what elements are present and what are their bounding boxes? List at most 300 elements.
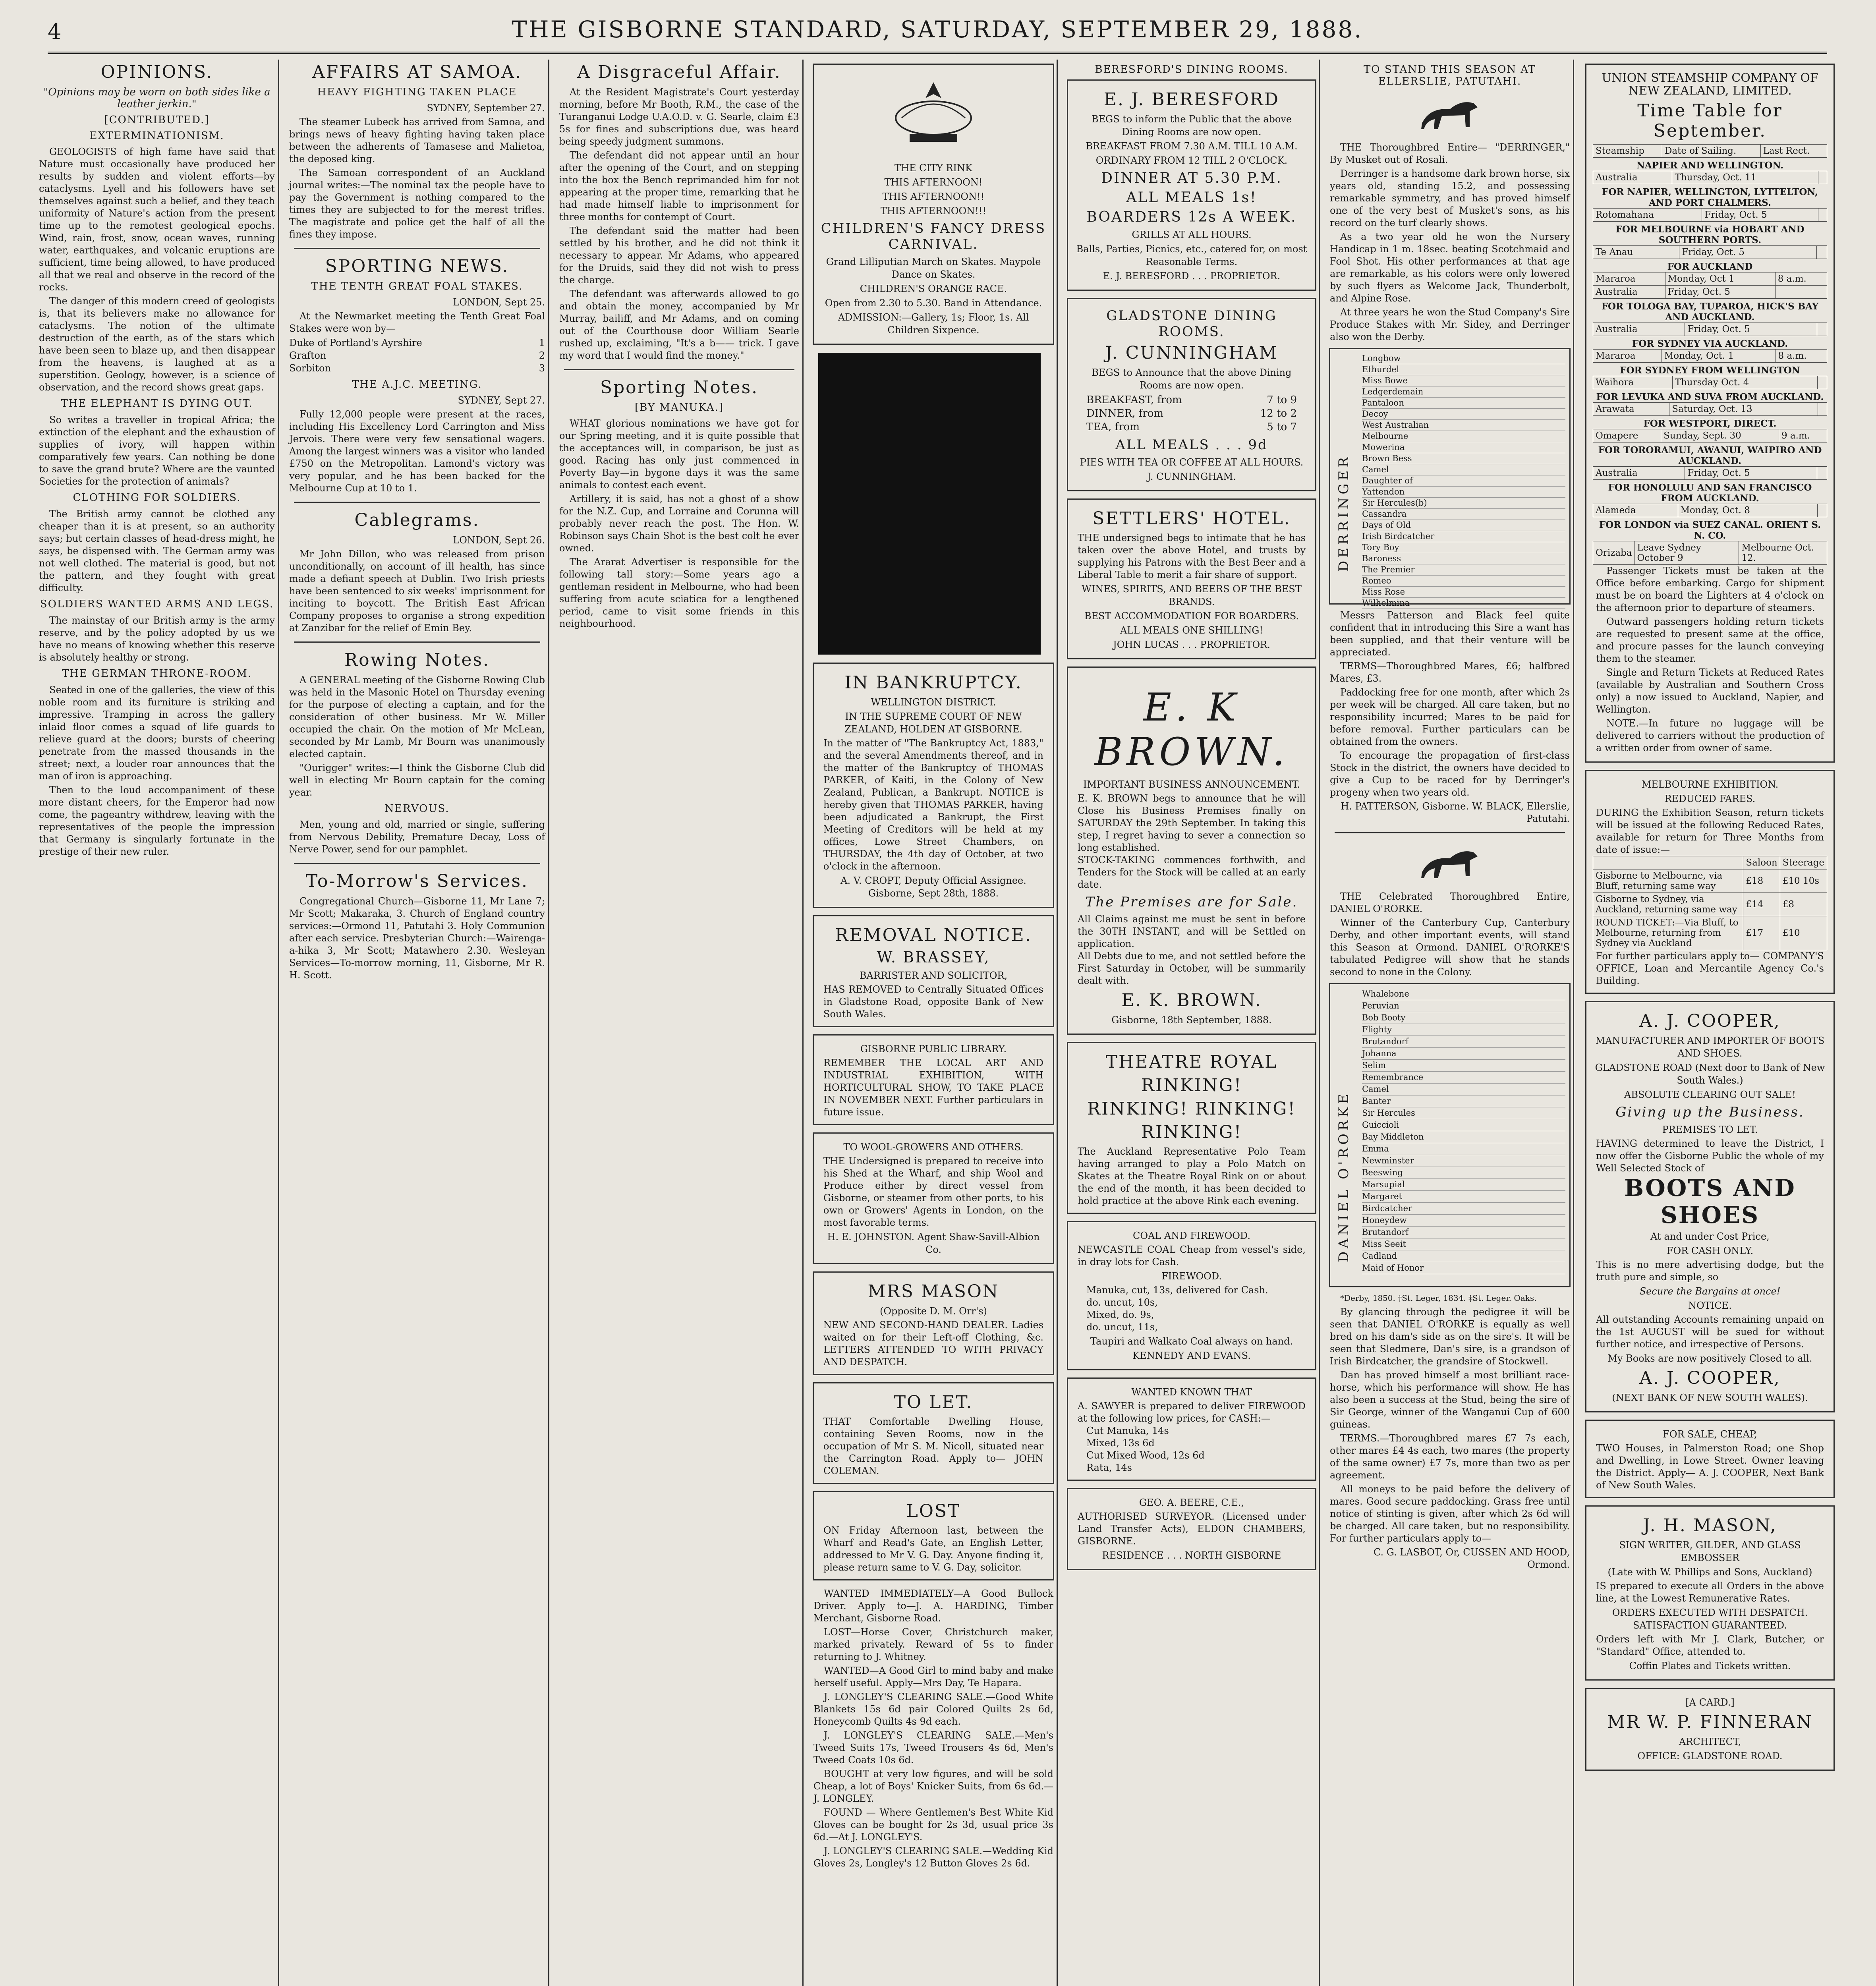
orourke-sign: C. G. LASBOT, Or, CUSSEN AND HOOD, Ormond. [1373,1547,1570,1570]
list-item: Cut Mixed Wood, 12s 6d [1086,1450,1205,1461]
gladstone-heading: GLADSTONE DINING ROOMS. [1106,308,1277,340]
sailing-time: 8 a.m. [1776,350,1827,363]
sailing-time: 8 a.m. [1775,272,1827,286]
wanted-girl-ad: WANTED—A Good Girl to mind baby and make herself useful. Apply—Mrs Day, Te Hapara. [813,1665,1053,1688]
card-label: [A CARD.] [1685,1697,1735,1708]
settlers-sign: JOHN LUCAS . . . PROPRIETOR. [1113,639,1270,650]
route-destination: FOR SYDNEY FROM WELLINGTON [1620,365,1800,376]
paragraph: "Ourigger" writes:—I think the Gisborne Club did well in electing Mr Bourn captain for the coming year. [289,762,545,798]
ordinary-line: ORDINARY FROM 12 TILL 2 O'CLOCK. [1095,155,1288,166]
debts: All Debts due to me, and not settled before the First Saturday in October, will be summarily dealt with. [1078,950,1306,986]
forsale-ad [1585,1420,1835,1498]
finneran-ad [1585,1688,1835,1771]
afternoon-line: THIS AFTERNOON!! [882,191,985,202]
orourke-label: DANIEL O'RORKE [1336,1091,1352,1262]
pedigree-entry: Tory Boy [1362,542,1565,553]
sailing-time: 9 a.m. [1779,429,1827,442]
sailing-time [1818,403,1827,416]
samoa-heading: AFFAIRS AT SAMOA. [312,62,522,82]
table-row [1593,467,1827,480]
hours-meal: DINNER, from [1086,408,1164,419]
cunningham-name: J. CUNNINGHAM [1105,343,1278,363]
paragraph: At the Resident Magistrate's Court yesterday morning, before Mr Booth, R.M., the case of the Turanganui Lodge U.A.O.D. v. G. Searle, claim £3 5s for fines and subscriptions due, was heard being speedy judgment summons. [559,87,799,147]
mason-body: NEW AND SECOND-HAND DEALER. Ladies waited on for their Left-off Clothing, &c. LETTERS ATTENDED TO WITH PRIVACY AND DESPATCH. [823,1319,1043,1368]
pedigree-entry: Whalebone [1362,988,1565,1000]
sailing-time: Melbourne Oct. 12. [1739,541,1827,565]
paragraph: Then to the loud accompaniment of these more distant cheers, for the Emperor had now come, the pageantry withdrew, leaving with the representatives of the people the impression that Germany is singularly fortunate in the prestige of their new ruler. [39,784,275,857]
paragraph: NOTE.—In future no luggage will be delivered to carriers without the production of a written order from owner of same. [1596,718,1824,753]
ship-name: Waihora [1593,376,1673,389]
route-destination: FOR LONDON via SUEZ CANAL. ORIENT S. N. CO. [1599,520,1821,541]
pedigree-entry: Miss Seeit [1362,1238,1565,1250]
hours-line: Open from 2.30 to 5.30. Band in Attendance. [825,298,1042,309]
mason-note: (Late with W. Phillips and Sons, Auckland) [1607,1567,1812,1578]
mason-orders: ORDERS EXECUTED WITH DESPATCH. SATISFACTION GUARANTEED. [1612,1607,1808,1631]
sailing-date: Friday, Oct. 5 [1685,467,1817,480]
table-row [1593,869,1827,893]
sailing-date: Friday, Oct. 5 [1702,209,1818,222]
rowing-heading: Rowing Notes. [344,650,490,670]
coffin-line: Coffin Plates and Tickets written. [1629,1660,1791,1671]
fares-table [1593,856,1827,950]
paragraph: WHAT glorious nominations we have got for our Spring meeting, and it is quite possible that the acceptances will, in comparison, be just as good. Racing has only just commenced in Poverty Bay—in bygone days it was the same animals to contest each event. [559,418,799,491]
col-header: Date of Sailing. [1662,145,1760,158]
beresford-name: E. J. BERESFORD [1103,89,1280,110]
tolet-heading: TO LET. [894,1392,973,1412]
pedigree-entry: Daughter of [1362,475,1565,487]
route-table [1593,171,1827,184]
route-table [1593,402,1827,416]
pedigree-entry: Wilhelmina [1362,598,1565,609]
route-destination: FOR LEVUKA AND SUVA FROM AUCKLAND. [1596,392,1824,402]
foal-stakes-subheading: THE TENTH GREAT FOAL STAKES. [311,280,523,292]
pedigree-entry: Cassandra [1362,509,1565,520]
coal-heading: COAL AND FIREWOOD. [1133,1230,1250,1241]
pedigree-entry: Flighty [1362,1024,1565,1036]
hours-list [1074,393,1309,434]
giving-up-line: Giving up the Business. [1615,1104,1805,1120]
sailing-date: Saturday, Oct. 13 [1669,403,1818,416]
cooper-heading: A. J. COOPER, [1639,1011,1781,1031]
pedigree-entry: Brown Bess [1362,453,1565,464]
beresford-heading: BERESFORD'S DINING ROOMS. [1095,64,1289,75]
pedigree-entry: Marsupial [1362,1179,1565,1191]
sailing-date: Friday, Oct. 5 [1665,286,1775,299]
sailing-date: Thursday Oct. 4 [1672,376,1818,389]
paragraph: The danger of this modern creed of geologists is, that its believers make no allowance for cataclysms. The notion of the ultimate destruction of the earth, as of the stars which have been seen to blaze up, and then disappear from the heavens, is laughed at as a superstition. Geology, however, is a science of observation, and the record shows great gaps. [39,296,275,393]
paragraph: Outward passengers holding return tickets are requested to present same at the office, and procure passes for the launch conveying them to the steamer. [1596,616,1824,664]
table-row [1593,893,1827,916]
paragraph: By glancing through the pedigree it will be seen that DANIEL O'RORKE is equally as well bred on his dam's side as on the sire's. It will be seen that Sledmere, Dan's sire, is a grandson of Irish Birdcatcher, the grandsire of Stockwell. [1330,1306,1570,1367]
route-table [1593,541,1827,565]
cost-line: At and under Cost Price, [1650,1231,1770,1242]
paragraph: The Ararat Advertiser is responsible for the following tall story:—Some years ago a gentleman resident in Melbourne, who had been suffering from acute sciatica for a lengthened period, came to visit some friends in this neighbourhood. [559,556,799,629]
pedigree-entry: Irish Birdcatcher [1362,531,1565,542]
table-row [1593,323,1827,336]
pedigree-entry: Birdcatcher [1362,1203,1565,1215]
longley-ad: J. LONGLEY'S CLEARING SALE.—Good White Blankets 15s 6d pair Colored Quilts 2s 6d, Honeycomb Quilts 4s 9d each. [813,1691,1053,1727]
route-destination: FOR SYDNEY VIA AUCKLAND. [1632,338,1788,349]
paragraph: A GENERAL meeting of the Gisborne Rowing Club was held in the Masonic Hotel on Thursday evening for the purpose of electing a captain, and for the consideration of other business. Mr W. Miller occupied the chair. On the motion of Mr McLean, seconded by Mr Lamb, Mr Bourn was unanimously elected captain. [289,674,545,759]
col-header: Last Rect. [1760,145,1827,158]
ship-name: Mararoa [1593,272,1665,286]
longley-ad: J. LONGLEY'S CLEARING SALE.—Wedding Kid Gloves 2s, Longley's 12 Button Gloves 2s 6d. [813,1845,1053,1869]
timetable-heading: Time Table for September. [1637,100,1783,141]
paragraph: GEOLOGISTS of high fame have said that Nature must occasionally have produced her results by sudden and violent efforts—by cataclysms. Lyell and his followers have set themselves against such a belief, and they teach uniformity of Nature's action from the present time up to the remotest geological epochs. Wind, rain, frost, snow, ocean waves, running water, earthquakes, and volcanic eruptions are sufficient, time being allowed, to have produced all that we real and observe in the record of the rocks. [39,146,275,293]
rink-name: THE CITY RINK [895,162,972,174]
sailing-date: Leave Sydney October 9 [1634,541,1739,565]
table-row [1593,171,1827,184]
advert-line: This is no mere advertising dodge, but the truth pure and simple, so [1596,1259,1824,1283]
beere-name: GEO. A. BEERE, C.E., [1139,1497,1244,1508]
orourke-names [1362,988,1565,1274]
cunningham-sign: J. CUNNINGHAM. [1147,471,1236,482]
list-item: Mixed, 13s 6d [1086,1437,1155,1449]
throne-room-subheading: THE GERMAN THRONE-ROOM. [62,668,252,680]
pedigree-entry: Sir Hercules(b) [1362,498,1565,509]
ajc-body [286,394,548,495]
sporting-byline: [BY MANUKA.] [635,402,724,413]
paragraph: Fully 12,000 people were present at the races, including His Excellency Lord Carrington and Miss Jervois. There were very few sensational wagers. Among the largest winners was a visitor who landed £750 on the Metropolitan. Lamond's victory was very popular, and he has been backed for the Melbourne Cup at 10 to 1. [289,409,545,494]
sailing-time [1775,286,1827,299]
wool-ad [813,1132,1054,1264]
mason-signwriter-ad [1585,1505,1835,1681]
pedigree-entry: Ledgerdemain [1362,386,1565,398]
disgraceful-heading: A Disgraceful Affair. [577,62,781,82]
column-shipping [1583,60,1837,1986]
paragraph: Single and Return Tickets at Reduced Rates (available by Australian and Southern Cross only) a now issued to Auckland, Napier, and Wellington. [1596,667,1824,715]
paragraph: So writes a traveller in tropical Africa; the extinction of the elephant and the exhaustion of supplies of ivory, will happen within comparatively few years. Can nothing be done to save the grand brute? Where are the vaunted Societies for the protection of animals? [39,414,275,487]
column-samoa [286,60,549,1986]
result-name: Grafton [289,350,327,361]
paragraph: The mainstay of our British army is the army reserve, and by the policy adopted by us we have no means of knowing whether this reserve is absolutely healthy or strong. [39,615,275,663]
pedigree-entry: Margaret [1362,1191,1565,1203]
column-disgraceful [556,60,804,1986]
beresford-sign: E. J. BERESFORD . . . PROPRIETOR. [1103,270,1281,282]
tolet-body: THAT Comfortable Dwelling House, containing Seven Rooms, now in the occupation of Mr S. M. Nicoll, situated near the Carrington Road. Apply to— JOHN COLEMAN. [823,1416,1043,1476]
pedigree-entry: Mowerina [1362,442,1565,453]
result-name: Sorbiton [289,363,331,374]
paragraph: Seated in one of the galleries, the view of this noble room and its furniture is striking and impressive. Tramping in across the gallery inlaid floor comes a squad of life guards to relieve guard at the doors; bursts of cheering penetrate from the massed thousands in the street; next, a louder roar announces that the man of iron is approaching. [39,684,275,782]
ship-name: Australia [1593,171,1672,184]
coal-ad [1067,1221,1316,1370]
pedigree-entry: Remembrance [1362,1072,1565,1084]
paragraph: The defendant said the matter had been settled by his brother, and he did not think it necessary to appear. Mr Adams, who appeared for the Druids, said they did not wish to press the charge. [559,225,799,286]
settlers-meals: ALL MEALS ONE SHILLING! [1120,625,1264,636]
orourke-intro [1327,891,1573,978]
classified-block [810,1588,1057,1870]
table-row [1593,504,1827,517]
paragraph: To encourage the propagation of first-class Stock in the district, the owners have decided to give a Cup to be raced for by Derringer's progeny when two years old. [1330,750,1570,798]
route-table [1593,272,1827,299]
column-dining [1065,60,1320,1986]
fare-steerage: £10 [1780,916,1827,950]
usc-name: UNION STEAMSHIP COMPANY OF NEW ZEALAND, LIMITED. [1602,71,1818,98]
result-place: 2 [539,350,545,361]
removal-ad [813,915,1054,1027]
list-item: do. uncut, 11s, [1086,1321,1158,1333]
cablegrams-heading: Cablegrams. [354,510,480,530]
cooper-ad [1585,1001,1835,1412]
list-item: Mixed, do. 9s, [1086,1309,1154,1320]
hours-row [1074,407,1309,420]
settlers-wines: WINES, SPIRITS, AND BEERS OF THE BEST BRANDS. [1082,583,1302,607]
beere-ad [1067,1488,1316,1570]
derringer-terms [1327,609,1573,825]
route-destination: FOR MELBOURNE via HOBART AND SOUTHERN PORTS. [1615,224,1805,245]
pedigree-entry: Days of Old [1362,520,1565,531]
pedigree-entry: Baroness [1362,553,1565,564]
stud-heading: TO STAND THIS SEASON AT ELLERSLIE, PATUTAHI. [1363,64,1536,87]
bankruptcy-heading: IN BANKRUPTCY. [844,672,1022,693]
bankruptcy-ad [813,663,1054,908]
afternoon-line: THIS AFTERNOON!!! [880,205,987,216]
samoa-subheading: HEAVY FIGHTING TAKEN PLACE [317,86,517,98]
admission-line: ADMISSION:—Gallery, 1s; Floor, 1s. All Children Sixpence. [838,312,1029,336]
pedigree-entry: Banter [1362,1095,1565,1107]
samoa-body [286,102,548,241]
list-item: Rata, 14s [1086,1462,1132,1473]
pedigree-entry: Camel [1362,1084,1565,1095]
result-place: 3 [539,363,545,374]
orourke-body [1327,1292,1573,1571]
sailing-time [1817,467,1827,480]
fares-route-header [1593,856,1743,869]
mason-sub: (Opposite D. M. Orr's) [879,1306,987,1317]
pedigree-entry: Cadland [1362,1250,1565,1262]
paragraph: Messrs Patterson and Black feel quite confident that in introducing this Sire a want has been supplied, and that their venture will be appreciated. [1330,610,1570,658]
paragraph: The steamer Lubeck has arrived from Samoa, and brings news of heavy fighting having taken place between the adherents of Tamasese and Malietoa, the deposed king. [289,116,545,164]
pedigree-entry: Miss Rose [1362,587,1565,598]
fares-note: For further particulars apply to— COMPANY'S OFFICE, Loan and Mercantile Agency Co.'s Building. [1596,950,1824,986]
paragraph: Derringer is a handsome dark brown horse, six years old, standing 15.2, and possessing remarkable symmetry, and has proved himself one of the very best of Musket's sons, as his record on the turf clearly shows. [1330,168,1570,228]
contributed-label: [CONTRIBUTED.] [104,114,210,126]
pedigree-entry: Brutandorf [1362,1036,1565,1048]
wanted-known: WANTED KNOWN THAT [1131,1387,1252,1398]
results-list [289,336,545,375]
pedigree-entry: The Premier [1362,564,1565,576]
services-body [286,895,548,981]
paragraph: Men, young and old, married or single, suffering from Nervous Debility, Premature Decay, Loss of Nerve Power, send for our pamphlet. [289,819,545,855]
settlers-body: THE undersigned begs to intimate that he has taken over the above Hotel, and trusts by supplying his Patrons with the Best Beer and a Liberal Table to merit a fair share of support. [1078,532,1306,580]
fare-route: Gisborne to Melbourne, via Bluff, returning same way [1593,869,1743,893]
route-table [1593,208,1827,222]
table-row [1593,246,1827,259]
exhibition-ad [1585,770,1835,994]
usc-ad [1585,64,1835,763]
sailing-date: Sunday, Sept. 30 [1661,429,1779,442]
pedigree-entry: Yattendon [1362,487,1565,498]
coal-body: NEWCASTLE COAL Cheap from vessel's side, in dray lots for Cash. [1078,1244,1306,1267]
col-header: Steerage [1780,856,1827,869]
divider [294,502,540,503]
beere-body: AUTHORISED SURVEYOR. (Licensed under Land Transfer Acts), ELDON CHAMBERS, GISBORNE. [1078,1511,1306,1547]
route-destination: FOR HONOLULU AND SAN FRANCISCO FROM AUCKLAND. [1608,482,1812,504]
sailing-date: Monday, Oct. 1 [1662,350,1776,363]
longley-ad: J. LONGLEY'S CLEARING SALE.—Men's Tweed Suits 17s, Tweed Trousers 4s 6d, Men's Tweed Coats 10s 6d. [813,1730,1053,1766]
table-row [1593,286,1827,299]
paragraph: THE Thoroughbred Entire— "DERRINGER," By Musket out of Rosali. [1330,142,1570,165]
route-destination: FOR AUCKLAND [1667,261,1753,272]
route-table [1593,466,1827,480]
pedigree-entry: Longbow [1362,353,1565,364]
mason-body: IS prepared to execute all Orders in the above line, at the Lowest Remunerative Rates. [1596,1580,1824,1604]
dinner-line: DINNER AT 5.30 P.M. [1101,170,1282,186]
column-rink [810,60,1058,1986]
paragraph: The Samoan correspondent of an Auckland journal writes:—The nominal tax the people have to pay the Government is nothing compared to the times they are subjected to for the merest trifles. The magistrate and police get the half of all the fines they impose. [289,167,545,240]
hours-row [1074,420,1309,434]
notice-heading: NOTICE. [1688,1300,1732,1311]
opinions-motto: "Opinions may be worn on both sides like a leather jerkin." [43,86,270,110]
bought-ad: BOUGHT at very low figures, and will be sold Cheap, a lot of Boys' Knicker Suits, from 6s 6d.—J. LONGLEY. [813,1768,1053,1804]
lost-heading: LOST [906,1501,961,1521]
wanted-ad: WANTED IMMEDIATELY—A Good Bullock Driver. Apply to—J. A. HARDING, Timber Merchant, Gisborne Road. [813,1588,1053,1624]
forsale-heading: FOR SALE, CHEAP, [1663,1429,1757,1440]
nervous-heading: NERVOUS. [384,803,450,815]
col-header: Saloon [1743,856,1780,869]
exterminationism-subheading: EXTERMINATIONISM. [89,130,224,142]
finneran-addr: OFFICE: GLADSTONE ROAD. [1637,1750,1783,1762]
pedigree-entry: Bob Booty [1362,1012,1565,1024]
blacked-out-area [818,353,1041,655]
cunningham-intro: BEGS to Announce that the above Dining Rooms are now open. [1092,367,1292,391]
theatre-heading: THEATRE ROYAL [1105,1052,1278,1072]
ship-name: Arawata [1593,403,1669,416]
fare-route: ROUND TICKET:—Via Bluff, to Melbourne, returning from Sydney via Auckland [1593,916,1743,950]
sailing-time [1818,209,1827,222]
pedigree-entry: Sir Hercules [1362,1107,1565,1119]
route-table [1593,504,1827,517]
route-table [1593,376,1827,389]
pedigree-entry: Decoy [1362,409,1565,420]
fare-saloon: £18 [1743,869,1780,893]
rinking-line: RINKING! RINKING! [1087,1099,1296,1119]
brassey-title: BARRISTER AND SOLICITOR, [859,970,1008,981]
tolet-ad [813,1382,1054,1484]
table-row [1593,916,1827,950]
sporting-news-body [286,296,548,375]
beere-residence: RESIDENCE . . . NORTH GISBORNE [1102,1550,1281,1561]
rinking-line: RINKING! [1141,1122,1242,1142]
wool-body: THE Undersigned is prepared to receive into his Shed at the Wharf, and ship Wool and Produce either by direct vessel from Gisborne, or steamer from other ports, to his own or Growers' Agents in London, on the most favorable terms. [823,1155,1043,1228]
timetable-header [1593,144,1827,158]
route-destination: NAPIER AND WELLINGTON. [1636,160,1784,171]
lost-ad [813,1491,1054,1580]
books-line: My Books are now positively Closed to all. [1607,1353,1812,1364]
dateline: LONDON, Sept 26. [453,535,545,546]
result-row [289,362,545,375]
table-row [1593,429,1827,442]
pedigree-entry: Emma [1362,1143,1565,1155]
firewood-list [1074,1284,1309,1333]
elephant-subheading: THE ELEPHANT IS DYING OUT. [61,398,253,410]
derringer-pedigree-table [1329,348,1571,608]
list-item: Manuka, cut, 13s, delivered for Cash. [1086,1285,1268,1296]
paragraph: Passenger Tickets must be taken at the Office before embarking. Cargo for shipment must be on board the Lighters at 4 o'clock on the afternoon prior to departure of steamers. [1596,565,1824,613]
paragraph: THE Celebrated Thoroughbred Entire, DANIEL O'RORKE. [1330,891,1570,914]
masthead [48,16,1827,54]
divider [1335,832,1565,833]
finneran-title: ARCHITECT, [1679,1736,1741,1747]
found-ad: FOUND — Where Gentlemen's Best White Kid Gloves can be bought for 2s 3d, usual price 3s 6d.—At J. LONGLEY'S. [813,1807,1053,1843]
result-row [289,336,545,349]
hours-meal: BREAKFAST, from [1086,394,1182,406]
removal-heading: REMOVAL NOTICE. [835,925,1032,945]
mason-heading: J. H. MASON, [1643,1515,1777,1536]
sailing-date: Monday, Oct 1 [1665,272,1775,286]
cooper-sign: A. J. COOPER, [1639,1368,1781,1388]
pedigree-entry: Newminster [1362,1155,1565,1167]
grills-line: GRILLS AT ALL HOURS. [1132,229,1252,240]
orange-race: CHILDREN'S ORANGE RACE. [860,283,1007,294]
soldiers-subheading: SOLDIERS WANTED ARMS AND LEGS. [40,598,274,610]
page-number: 4 [48,19,63,44]
forsale-body: TWO Houses, in Palmerston Road; one Shop and Dwelling, in Lowe Street. Owner leaving the District. Apply— A. J. COOPER, Next Bank of New South Wales. [1596,1443,1824,1491]
paragraph: Paddocking free for one month, after which 2s per week will be charged. All care taken, but no responsibility incurred; Mares to be paid for before removal. Further particulars can be obtained from the owners. [1330,687,1570,747]
ship-name: Australia [1593,323,1685,336]
rinking-body: The Auckland Representative Polo Team having arranged to play a Polo Match on Skates at the Theatre Royal Rink on or about the end of the month, it has been decided to hold practice at the above Rink each evening. [1078,1146,1306,1206]
allmeals-line: ALL MEALS . . . 9d [1115,437,1268,453]
route-table [1593,429,1827,442]
cooper-sub: MANUFACTURER AND IMPORTER OF BOOTS AND SHOES. [1595,1035,1825,1059]
paragraph: Dan has proved himself a most brilliant race-horse, which his performance will show. He has also been a success at the Stud, being the sire of Sir George, winner of the Wanganui Cup of 600 guineas. [1330,1370,1570,1430]
table-row [1593,209,1827,222]
bankruptcy-district: WELLINGTON DISTRICT. [871,697,996,708]
column-opinions [36,60,279,1986]
settlers-heading: SETTLERS' HOTEL. [1092,508,1291,529]
divider [294,641,540,643]
sporting-notes-heading: Sporting Notes. [600,377,759,398]
route-destination: FOR TOLOGA BAY, TUPAROA, HICK'S BAY AND AUCKLAND. [1601,301,1819,323]
sailing-time [1818,171,1827,184]
route-destination: FOR WESTPORT, DIRECT. [1643,418,1777,429]
kennedy-sign: KENNEDY AND EVANS. [1132,1350,1251,1361]
table-row [1593,376,1827,389]
ship-name: Australia [1593,286,1665,299]
dateline: SYDNEY, September 27. [427,102,545,114]
pedigree-entry: Selim [1362,1060,1565,1072]
pedigree-entry: Romeo [1362,576,1565,587]
opinions-body [36,146,278,858]
orourke-pedigree-table [1329,983,1571,1287]
library-heading: GISBORNE PUBLIC LIBRARY. [860,1043,1007,1055]
paragraph: The defendant did not appear until an hour after the opening of the Court, and on stepping into the box the Bench reprimanded him for not appearing at the proper time, remarking that he had made himself liable to imprisonment for three months for contempt of Court. [559,150,799,222]
sporting-notes-body [556,417,802,630]
derringer-body [1327,141,1573,343]
march-line: Grand Lilliputian March on Skates. Maypole Dance on Skates. [826,256,1041,280]
brown-body: E. K. BROWN begs to announce that he will Close his Business Premises finally on SATURDAY the 29th September. In taking this step, I regret having to sever a connection so long established. [1078,793,1306,853]
paragraph: TERMS.—Thoroughbred mares £7 7s each, other mares £4 4s each, two mares (the property of the same owner) £7 7s, more than two as per agreement. [1330,1433,1570,1481]
list-item: do. uncut, 10s, [1086,1297,1158,1308]
paragraph: The defendant was afterwards allowed to go and obtain the money, accompanied by Mr Murray, bailiff, and Mr Adams, and on coming out of the Courthouse door William Searle rushed up, exclaiming, "It's a b—— trick. I gave my word that I would find the money." [559,288,799,361]
nervous-body [286,819,548,856]
gladstone-ad [1067,298,1316,491]
brown-sub: IMPORTANT BUSINESS ANNOUNCEMENT. [1083,779,1300,790]
city-rink-emblem-icon [882,74,985,158]
horse-icon [1414,840,1486,888]
cooper-sign2: (NEXT BANK OF NEW SOUTH WALES). [1612,1392,1808,1403]
hours-time: 7 to 9 [1267,394,1297,406]
sailing-date: Monday, Oct. 8 [1678,504,1817,517]
ship-name: Mararoa [1593,350,1662,363]
route-table [1593,323,1827,336]
fare-saloon: £17 [1743,916,1780,950]
settlers-best: BEST ACCOMMODATION FOR BOARDERS. [1084,610,1299,622]
route-destination: FOR TORORAMUI, AWANUI, WAIPIRO AND AUCKLAND. [1598,445,1822,466]
city-rink-ad [813,64,1054,345]
passenger-notes [1593,565,1827,754]
sailing-time [1816,246,1827,259]
